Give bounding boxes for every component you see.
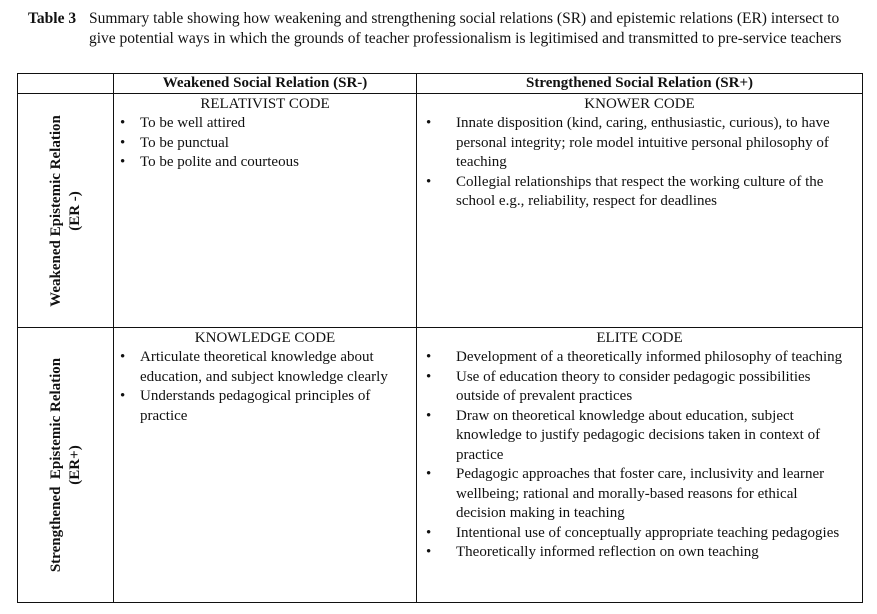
caption-text: Summary table showing how weakening and strengthening social relations (SR) and epistemic relations (ER) intersect to give potential ways in which the grounds of teacher professionalism is legitimised and transmitted to pre-service teachers [89,10,842,47]
header-row [18,74,863,94]
bullet-list [114,348,416,426]
code-title: KNOWER CODE [584,96,695,112]
code-title: KNOWLEDGE CODE [194,330,336,346]
cell-relativist-code [114,94,417,328]
bullet-list [417,348,862,563]
bullet-list [114,114,416,173]
list-item: • Collegial relationships that respect the working culture of the school e.g., reliability, respect for deadlines [417,173,848,212]
row-header-line: (ER -) [66,190,83,231]
list-item: • Pedagogic approaches that foster care, inclusivity and learner wellbeing; rational and morally-based reasons for ethical decision making in teaching [417,465,848,524]
bullet-list [417,114,862,212]
cell-elite-code [417,328,863,603]
list-item: • To be well attired [114,114,410,134]
list-item: • Draw on theoretical knowledge about education, subject knowledge to justify pedagogic decisions taken in context of practice [417,407,848,466]
cell-knowledge-code [114,328,417,603]
list-item: • Innate disposition (kind, caring, enthusiastic, curious), to have personal integrity; role model intuitive personal philosophy of teaching [417,114,848,173]
list-item: • Understands pedagogical principles of practice [114,387,410,426]
code-title: ELITE CODE [596,330,683,346]
row-header-line: Strengthened Epistemic Relation [47,357,64,573]
corner-cell [18,74,114,94]
list-item: • Intentional use of conceptually appropriate teaching pedagogies [417,524,848,544]
col-header-weakened-sr: Weakened Social Relation (SR-) [114,74,417,94]
row-header-line: Weakened Epistemic Relation [47,114,64,307]
caption-label: Table 3 [28,10,77,27]
list-item: • Development of a theoretically informed philosophy of teaching [417,348,848,368]
col-header-strengthened-sr: Strengthened Social Relation (SR+) [417,74,863,94]
table-caption [28,9,868,49]
code-title: RELATIVIST CODE [200,96,330,112]
list-item: • To be punctual [114,134,410,154]
list-item: • Articulate theoretical knowledge about education, and subject knowledge clearly [114,348,410,387]
list-item: • To be polite and courteous [114,153,410,173]
table-row-weakened-er [18,94,863,328]
row-header-strengthened-er [18,328,114,603]
summary-table [17,73,863,603]
row-header-weakened-er [18,94,114,328]
table-row-strengthened-er [18,328,863,603]
list-item: • Use of education theory to consider pedagogic possibilities outside of prevalent practices [417,368,848,407]
list-item: • Theoretically informed reflection on own teaching [417,543,848,563]
cell-knower-code [417,94,863,328]
row-header-line: (ER+) [66,445,83,485]
